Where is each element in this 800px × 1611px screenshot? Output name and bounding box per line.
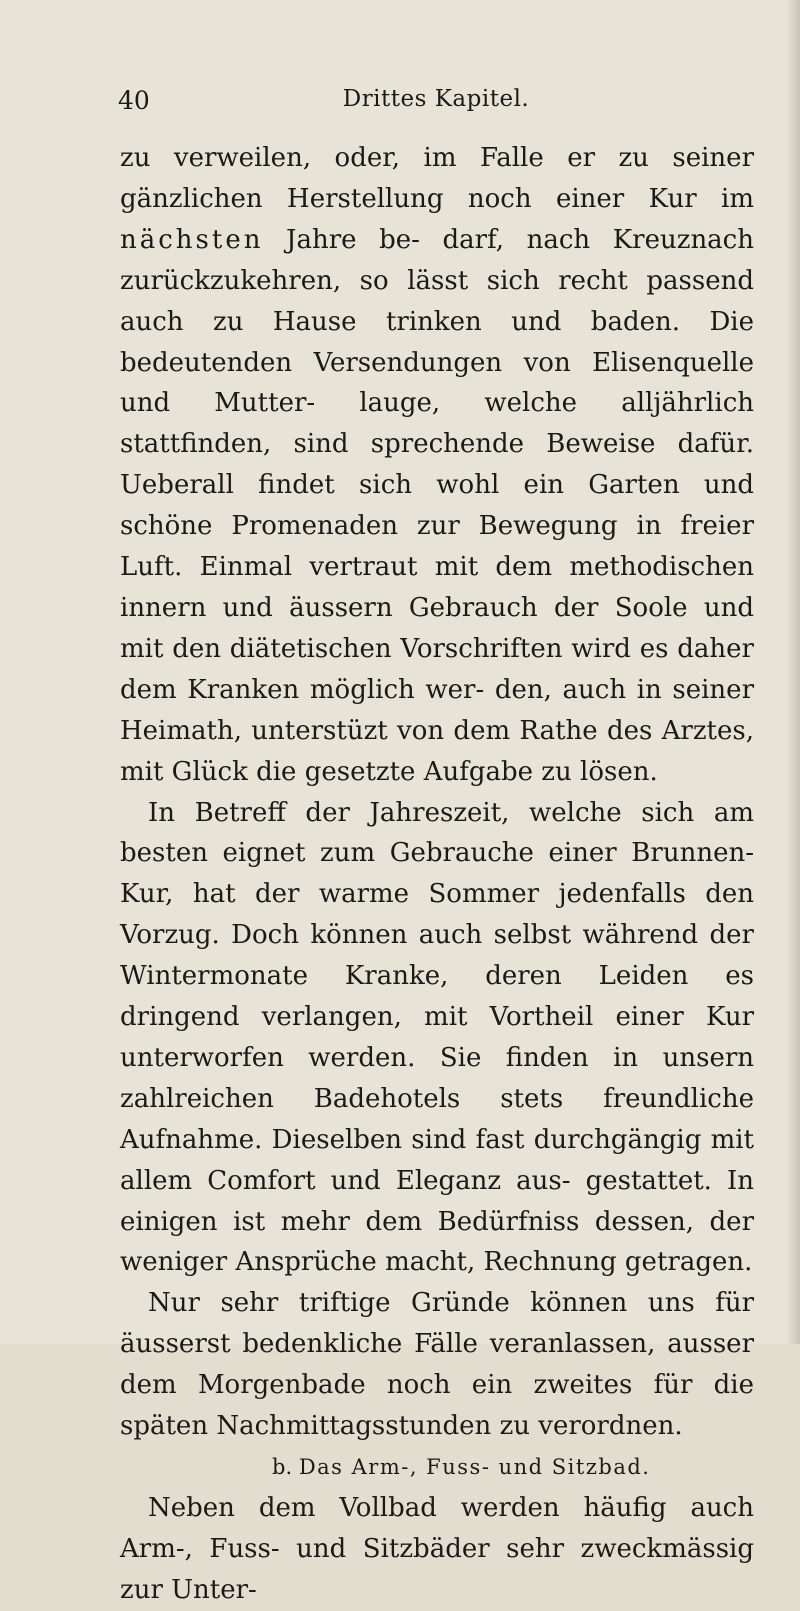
paragraph-1-part-a: zu verweilen, oder, im Falle er zu seiner gänzlichen Herstellung noch einer Kur im	[120, 143, 754, 214]
body-text	[120, 138, 754, 1611]
paragraph-2: In Betreff der Jahreszeit, welche sich am besten eignet zum Gebrauche einer Brunnen-Kur, hat der warme Sommer jedenfalls den Vorzug. Doch können auch selbst während der Wintermonate Kranke, deren Leiden es dringend verlangen, mit Vortheil einer Kur unterworfen werden. Sie finden in unsern zahlreichen Badehotels stets freundliche Aufnahme. Dieselben sind fast durchgängig mit allem Comfort und Eleganz aus- gestattet. In einigen ist mehr dem Bedürfniss dessen, der weniger Ansprüche macht, Rechnung getragen.	[120, 797, 754, 1278]
chapter-title: Drittes Kapitel.	[342, 86, 530, 112]
section-heading	[120, 1447, 754, 1488]
paragraph-3: Nur sehr triftige Gründe können uns für äusserst bedenkliche Fälle veranlassen, ausser dem Morgenbade noch ein zweites für die späten Nachmittagsstunden zu verordnen.	[120, 1288, 754, 1442]
section-label: b.	[272, 1455, 293, 1479]
paragraph-4: Neben dem Vollbad werden häufig auch Arm-, Fuss- und Sitzbäder sehr zweckmässig zur Unter-	[120, 1492, 754, 1605]
page-number: 40	[118, 86, 150, 115]
paragraph-1-part-b: Jahre be- darf, nach Kreuznach zurückzukehren, so lässt sich recht passend auch zu Hause trinken und baden. Die bedeutenden Versendungen von Elisenquelle und Mutter- lauge, welche alljährlich stattfinden, sind sprechende Beweise dafür. Ueberall findet sich wohl ein Garten und schöne Promenaden zur Bewegung in freier Luft. Einmal vertraut mit dem methodischen innern und äussern Gebrauch der Soole und mit den diätetischen Vorschriften wird es daher dem Kranken möglich wer- den, auch in seiner Heimath, unterstüzt von dem Rathe des Arztes, mit Glück die gesetzte Aufgabe zu lösen.	[120, 224, 754, 787]
running-head	[118, 86, 754, 126]
paragraph-1	[120, 138, 754, 793]
section-title: Das Arm-, Fuss- und Sitzbad.	[298, 1455, 651, 1479]
emphasis-naechsten: nächsten	[120, 224, 264, 255]
